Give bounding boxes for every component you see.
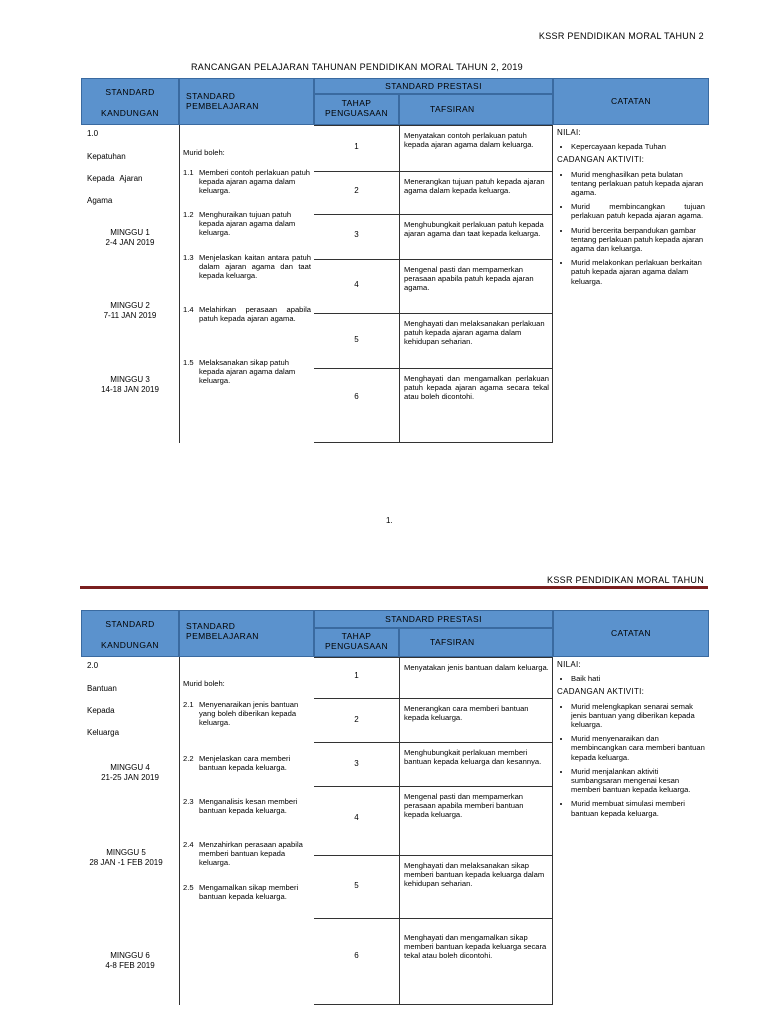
level-row — [314, 698, 553, 742]
level-number: 3 — [354, 230, 359, 239]
sp-item-number: 1.3 — [183, 253, 194, 262]
sp-item-number: 1.1 — [183, 168, 194, 177]
header-text: STANDARD — [186, 91, 236, 101]
level-description: Menghubungkait perlakuan memberi bantuan kepada keluarga dan kesannya. — [399, 743, 553, 786]
sp-item-text: Melaksanakan sikap patuh kepada ajaran agama dalam keluarga. — [199, 358, 296, 386]
header-text: KANDUNGAN — [101, 640, 159, 650]
header-catatan: CATATAN — [553, 610, 709, 657]
week-number: MINGGU 6 — [110, 951, 150, 960]
level-number: 3 — [354, 759, 359, 768]
level-number: 2 — [354, 186, 359, 195]
week-number: MINGGU 1 — [110, 228, 150, 237]
header-standard-kandungan — [81, 78, 179, 125]
nilai-label: NILAI: — [557, 660, 582, 669]
sp-item-text: Memberi contoh perlakuan patuh kepada ajaran agama dalam keluarga. — [199, 168, 311, 196]
sp-item-text: Menzahirkan perasaan apabila memberi bantuan kepada keluarga. — [199, 840, 303, 868]
level-row — [314, 368, 553, 443]
sp-item-text: Melahirkan perasaan apabila patuh kepada ajaran agama. — [199, 305, 311, 324]
sp-intro: Murid boleh: — [183, 148, 225, 157]
header-text: PENGUASAAN — [324, 641, 389, 651]
aktiviti-list — [557, 702, 705, 818]
level-description: Menyatakan contoh perlakuan patuh kepada ajaran agama dalam keluarga. — [399, 126, 553, 171]
sp-item-text: Menganalisis kesan memberi bantuan kepada keluarga. — [199, 797, 298, 816]
header-standard-kandungan — [81, 610, 179, 657]
aktiviti-item: • Murid membincangkan tujuan perlakuan patuh kepada ajaran agama. — [571, 202, 705, 220]
page-header: KSSR PENDIDIKAN MORAL TAHUN 2 — [538, 31, 704, 41]
sp-item-number: 2.1 — [183, 700, 194, 709]
level-row — [314, 918, 553, 1005]
sp-item — [183, 358, 311, 386]
sp-item-text: Menyenaraikan jenis bantuan yang boleh diberikan kepada keluarga. — [199, 700, 299, 728]
header-text: KANDUNGAN — [101, 108, 159, 118]
header-tafsiran: TAFSIRAN — [399, 94, 553, 125]
nilai-list — [557, 674, 705, 683]
header-text: TAHAP — [341, 98, 372, 108]
lesson-table-1 — [81, 78, 705, 443]
sp-item — [183, 168, 311, 196]
level-row — [314, 855, 553, 918]
level-row — [314, 125, 553, 171]
catatan-cell — [553, 657, 709, 1005]
sp-item — [183, 840, 311, 868]
week-label — [73, 848, 179, 868]
aktiviti-item: • Murid menghasilkan peta bulatan tentang perlakuan patuh kepada ajaran agama. — [571, 170, 705, 198]
level-number: 5 — [354, 881, 359, 890]
week-number: MINGGU 2 — [110, 301, 150, 310]
level-row — [314, 171, 553, 214]
week-label — [81, 375, 179, 395]
sk-title-line: Kepada Ajaran — [87, 174, 143, 183]
week-dates: 28 JAN -1 FEB 2019 — [89, 858, 163, 867]
aktiviti-list — [557, 170, 705, 286]
sp-item-text: Menjelaskan kaitan antara patuh dalam ajaran agama dan taat kepada keluarga. — [199, 253, 311, 281]
sk-title-line: Bantuan — [87, 684, 117, 693]
aktiviti-item: • Murid membuat simulasi memberi bantuan kepada keluarga. — [571, 799, 705, 817]
level-row — [314, 786, 553, 855]
sk-title-line: Keluarga — [87, 728, 120, 737]
sp-item-number: 2.4 — [183, 840, 194, 849]
level-description: Menerangkan cara memberi bantuan kepada keluarga. — [399, 699, 553, 742]
sp-item-number: 1.4 — [183, 305, 194, 314]
level-number: 5 — [354, 335, 359, 344]
header-standard-prestasi: STANDARD PRESTASI — [314, 610, 553, 628]
level-number: 4 — [354, 813, 359, 822]
header-text: TAHAP — [341, 631, 372, 641]
header-catatan: CATATAN — [553, 78, 709, 125]
header-standard-prestasi: STANDARD PRESTASI — [314, 78, 553, 94]
level-description: Menyatakan jenis bantuan dalam keluarga. — [399, 658, 553, 698]
standard-pembelajaran-cell — [179, 125, 314, 443]
level-number: 1 — [354, 142, 359, 151]
week-dates: 7-11 JAN 2019 — [103, 311, 157, 320]
sp-item-number: 2.3 — [183, 797, 194, 806]
sp-item — [183, 210, 311, 238]
week-label — [81, 951, 179, 971]
level-description: Menghayati dan melaksanakan sikap memberi bantuan kepada keluarga dalam kehidupan seharian. — [399, 856, 553, 918]
week-number: MINGGU 3 — [110, 375, 150, 384]
sp-item-number: 1.5 — [183, 358, 194, 367]
aktiviti-item: • Murid bercerita berpandukan gambar tentang perlakuan patuh kepada ajaran agama dan keluarga. — [571, 226, 705, 254]
sk-title-line: Kepada — [87, 706, 115, 715]
sp-item-text: Menjelaskan cara memberi bantuan kepada keluarga. — [199, 754, 291, 773]
sk-title-line: Kepatuhan — [87, 152, 126, 161]
level-number: 4 — [354, 280, 359, 289]
header-text: PEMBELAJARAN — [186, 101, 259, 111]
aktiviti-item: • Murid menyenaraikan dan membincangkan cara memberi bantuan kepada keluarga. — [571, 734, 705, 762]
sp-item-number: 1.2 — [183, 210, 194, 219]
nilai-label: NILAI: — [557, 128, 582, 137]
level-description: Menghubungkait perlakuan patuh kepada ajaran agama dan taat kepada keluarga. — [399, 215, 553, 259]
header-standard-pembelajaran — [179, 78, 314, 125]
level-number: 2 — [354, 715, 359, 724]
aktiviti-label: CADANGAN AKTIVITI: — [557, 687, 645, 697]
week-number: MINGGU 5 — [106, 848, 146, 857]
sk-code: 1.0 — [87, 129, 99, 138]
lesson-table-2 — [81, 610, 705, 1005]
header-tahap-penguasaan — [314, 94, 399, 125]
sp-item — [183, 883, 311, 901]
catatan-cell — [553, 125, 709, 443]
sk-title-line: Agama — [87, 196, 113, 205]
nilai-list — [557, 142, 705, 151]
aktiviti-item: • Murid melengkapkan senarai semak jenis bantuan yang diberikan kepada keluarga. — [571, 702, 705, 730]
nilai-item: • Baik hati — [571, 674, 705, 683]
week-label — [81, 763, 179, 783]
level-description: Menghayati dan mengamalkan sikap memberi bantuan kepada keluarga secara tekal atau boleh dicontohi. — [399, 919, 553, 1004]
level-row — [314, 657, 553, 698]
level-row — [314, 214, 553, 259]
week-label — [81, 301, 179, 321]
level-number: 1 — [354, 671, 359, 680]
sp-item — [183, 797, 311, 815]
sp-item — [183, 754, 311, 772]
header-text: STANDARD — [105, 87, 155, 97]
sp-item — [183, 305, 311, 323]
page-number: 1. — [386, 516, 393, 525]
page-header: KSSR PENDIDIKAN MORAL TAHUN — [547, 575, 704, 585]
sp-item-number: 2.5 — [183, 883, 194, 892]
level-description: Menerangkan tujuan patuh kepada ajaran agama dalam kepada keluarga. — [399, 172, 553, 214]
aktiviti-label: CADANGAN AKTIVITI: — [557, 155, 645, 165]
header-rule — [80, 586, 708, 589]
aktiviti-item: • Murid menjalankan aktiviti sumbangsaran mengenai kesan memberi bantuan kepada keluarga. — [571, 767, 705, 795]
header-tafsiran: TAFSIRAN — [399, 628, 553, 657]
standard-kandungan-cell — [81, 125, 179, 443]
aktiviti-item: • Murid melakonkan perlakuan berkaitan patuh kepada ajaran agama dalam keluarga. — [571, 258, 705, 286]
header-text: STANDARD — [105, 619, 155, 629]
week-number: MINGGU 4 — [110, 763, 150, 772]
sp-item-text: Menghuraikan tujuan patuh kepada ajaran agama dalam keluarga. — [199, 210, 296, 238]
header-text: PENGUASAAN — [324, 108, 389, 118]
level-description: Menghayati dan melaksanakan perlakuan patuh kepada ajaran agama dalam kehidupan seharian. — [399, 314, 553, 368]
week-label — [81, 228, 179, 248]
nilai-item: • Kepercayaan kepada Tuhan — [571, 142, 705, 151]
level-number: 6 — [354, 392, 359, 401]
header-tahap-penguasaan — [314, 628, 399, 657]
level-number: 6 — [354, 951, 359, 960]
level-row — [314, 313, 553, 368]
sp-item — [183, 253, 311, 281]
level-description: Mengenal pasti dan mempamerkan perasaan apabila memberi bantuan kepada keluarga. — [399, 787, 553, 855]
sp-item — [183, 700, 311, 728]
level-description: Menghayati dan mengamalkan perlakuan patuh kepada ajaran agama secara tekal atau boleh dicontohi. — [399, 369, 553, 442]
page-title: RANCANGAN PELAJARAN TAHUNAN PENDIDIKAN MORAL TAHUN 2, 2019 — [191, 62, 523, 72]
sp-item-number: 2.2 — [183, 754, 194, 763]
level-row — [314, 742, 553, 786]
header-text: PEMBELAJARAN — [186, 631, 259, 641]
week-dates: 2-4 JAN 2019 — [105, 238, 155, 247]
sp-item-text: Mengamalkan sikap memberi bantuan kepada keluarga. — [199, 883, 299, 902]
standard-pembelajaran-cell — [179, 657, 314, 1005]
header-standard-pembelajaran — [179, 610, 314, 657]
standard-kandungan-cell — [81, 657, 179, 1005]
header-text: STANDARD — [186, 621, 236, 631]
week-dates: 21-25 JAN 2019 — [101, 773, 159, 782]
week-dates: 4-8 FEB 2019 — [105, 961, 155, 970]
sp-intro: Murid boleh: — [183, 679, 225, 688]
week-dates: 14-18 JAN 2019 — [101, 385, 159, 394]
sk-code: 2.0 — [87, 661, 99, 670]
level-row — [314, 259, 553, 313]
level-description: Mengenal pasti dan mempamerkan perasaan apabila patuh kepada ajaran agama. — [399, 260, 553, 313]
